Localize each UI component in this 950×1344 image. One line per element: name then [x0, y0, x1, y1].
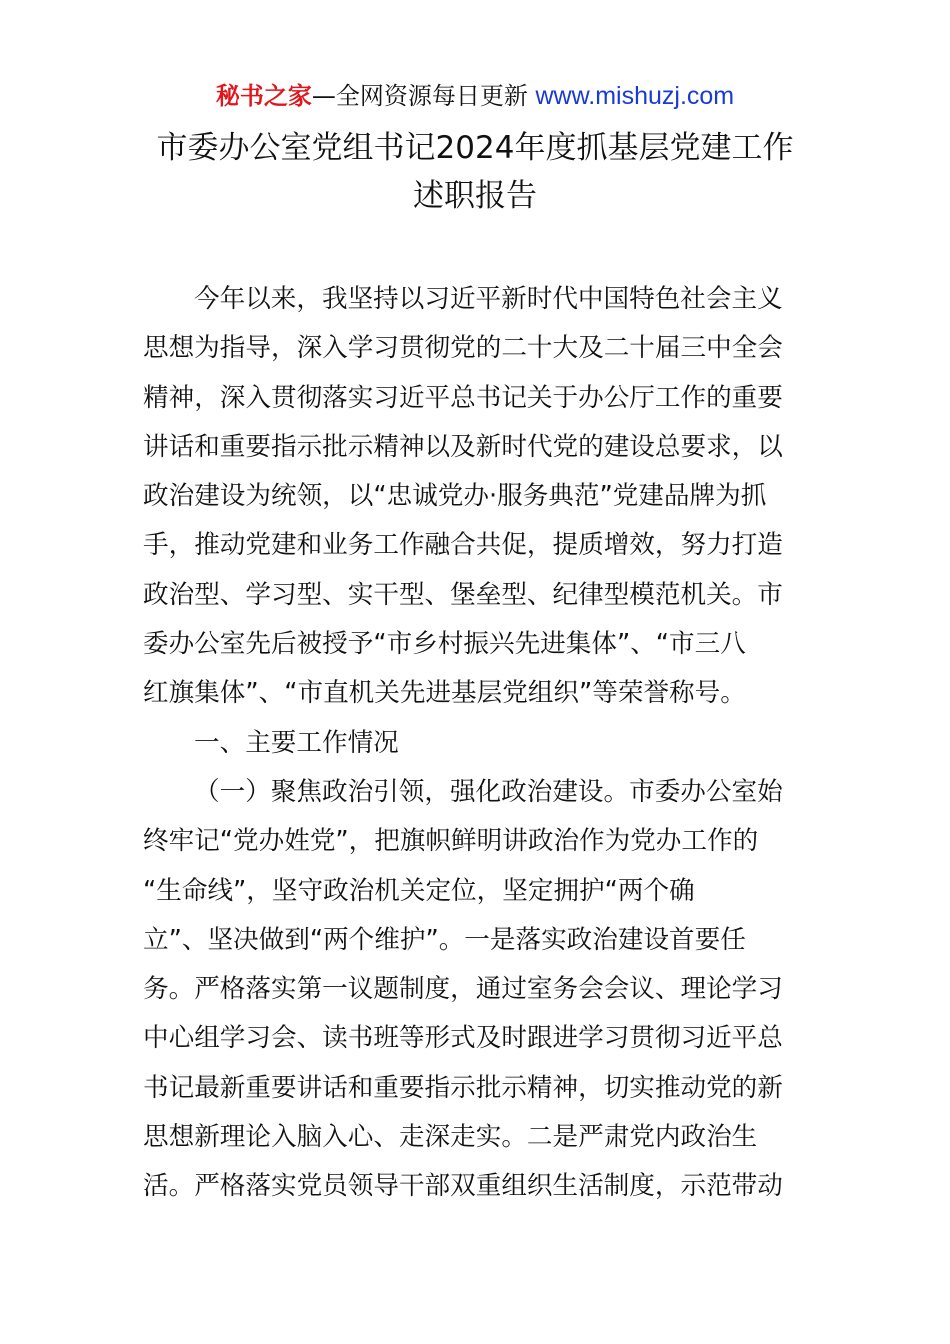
paragraph-line: 活。严格落实党员领导干部双重组织生活制度，示范带动: [143, 1171, 783, 1202]
paragraph-line: 讲话和重要指示批示精神以及新时代党的建设总要求，以: [143, 431, 783, 462]
paragraph-line: （一）聚焦政治引领，强化政治建设。市委办公室始: [194, 776, 783, 807]
paragraph-line: 思想为指导，深入学习贯彻党的二十大及二十届三中全会: [143, 333, 783, 364]
paragraph-line: 书记最新重要讲话和重要指示批示精神，切实推动党的新: [143, 1072, 783, 1103]
document-title-line-2: 述职报告: [413, 178, 537, 214]
paragraph-line: 政治型、学习型、实干型、堡垒型、纪律型模范机关。市: [143, 579, 783, 610]
paragraph-line: 委办公室先后被授予“市乡村振兴先进集体”、“市三八: [143, 629, 746, 660]
paragraph-line: 终牢记“党办姓党”，把旗帜鲜明讲政治作为党办工作的: [143, 826, 759, 857]
paragraph-line: 立”、坚决做到“两个维护”。一是落实政治建设首要任: [143, 924, 746, 955]
paragraph-line: 务。严格落实第一议题制度，通过室务会会议、理论学习: [143, 974, 783, 1005]
section-heading: 一、主要工作情况: [194, 727, 399, 758]
paragraph-line: 精神，深入贯彻落实习近平总书记关于办公厅工作的重要: [143, 382, 783, 413]
brand-name: 秘书之家: [215, 82, 312, 110]
document-body: [143, 275, 813, 1212]
paragraph-line: 中心组学习会、读书班等形式及时跟进学习贯彻习近平总: [143, 1023, 783, 1054]
paragraph-line: 思想新理论入脑入心、走深走实。二是严肃党内政治生: [143, 1122, 758, 1153]
document-title-line-1: 市委办公室党组书记2024年度抓基层党建工作: [156, 130, 794, 166]
paragraph-line: 政治建设为统领，以“忠诚党办·服务典范”党建品牌为抓: [143, 481, 767, 512]
paragraph-line: “生命线”，坚守政治机关定位，坚定拥护“两个确: [143, 875, 695, 906]
site-header: [0, 80, 950, 112]
header-tagline: —全网资源每日更新: [311, 82, 536, 110]
site-url-link[interactable]: www.mishuzj.com: [535, 82, 735, 110]
paragraph-line: 红旗集体”、“市直机关先进基层党组织”等荣誉称号。: [143, 678, 746, 709]
paragraph-line: 手，推动党建和业务工作融合共促，提质增效，努力打造: [143, 530, 783, 561]
paragraph-line: 今年以来，我坚持以习近平新时代中国特色社会主义: [194, 284, 783, 314]
